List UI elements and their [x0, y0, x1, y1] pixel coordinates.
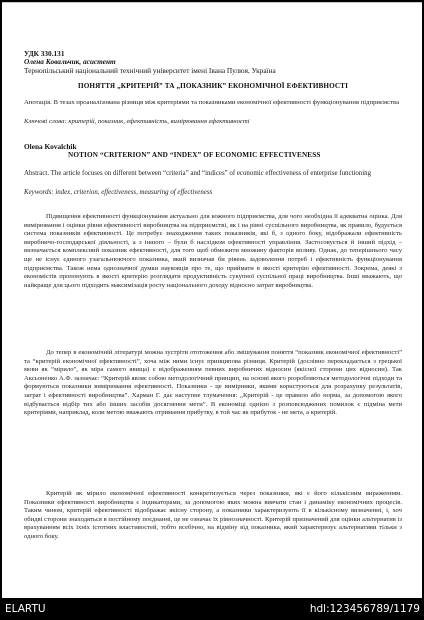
title-en: NOTION “CRITERION” AND “INDEX” OF ECONOMIC EFFECTIVENESS: [68, 151, 321, 159]
viewer-footer-bar: [0, 598, 424, 620]
keywords-en: Keywords: index, criterion, effectiveness, measuring of effectiveness: [24, 189, 213, 196]
body-paragraph-3: Критерій як мірило економічної ефективності конкретизується через показники, які є його кількісним вираженням. Показники ефективності виробництва є індикаторами, за допомогою яких можна вивчати стан і динаміку економічних процесів. Таким чином, критерій ефективності відображає якісну сторону, а показники характеризують її в кількісному визначенні, і, хоч обидві сторони знаходяться в постійному поєднанні, це не означає їх рівнозначності. Критерій призначений для оцінки альтернатив із врахуванням всіх їхніх істотних властивостей, тобто всебічно, на відміну від показника, який характеризує альтернативи тільки з одного боку.: [24, 490, 402, 540]
body-paragraph-1: Підвищення ефективності функціонування актуально для кожного підприємства, для чого необхідна її адекватна оцінка. Для вимірювання і оцінки рівня ефективності виробництва на підприємстві, як і на рівні суспільного виробництва, як правило, будується система показників ефективності. Це потребує знаходження таких показників, які б, з одного боку, відображали ефективність виробничо-господарської діяльності, а з іншого – були б наслідком ефективності управління. Застосовується й інший підхід – визначається комплексний показник ефективності, для того щоб обмежити множину факторів впливу. Однак, до теперішнього часу ще не існує єдиного узагальнюючого показника, який визначав би рівень задоволення потреб і ефективність функціонування підприємства. Також нема однозначної думки науковців про те, що приймати в якості критерію ефективності. Зокрема, деякі з економістів пропонують в якості критерію розглядати продуктивність сукупної суспільної праці виробництва. Інші вважають, що найкраще для цього підходить максимізація росту національного доходу відносно затрат виробництва.: [24, 213, 402, 289]
affiliation: Тернопільський національний технічний університет імені Івана Пулюя, Україна: [24, 66, 276, 75]
keywords-ua: Ключові слова: критерій, показник, ефективність, вимірювання ефективності: [24, 118, 250, 125]
document-page: [2, 2, 422, 598]
author-ua: Олена Ковальчик, асистент: [24, 57, 116, 66]
author-en: Olena Kovalchik: [24, 142, 77, 151]
handle-identifier[interactable]: hdl:123456789/1179: [309, 603, 420, 615]
title-ua: ПОНЯТТЯ „КРИТЕРІЙ” ТА „ПОКАЗНИК” ЕКОНОМІЧНОЇ ЕФЕКТИВНОСТІ: [78, 82, 348, 90]
abstract-ua: Анотація. В тезах проаналізована різниця між критеріями та показниками економічної ефективності функціонування підприємства: [24, 99, 400, 106]
abstract-en: Abstract. The article focuses on different between “criteria” and “indices” of economic effectiveness of enterprise functioning: [24, 170, 372, 177]
repository-name: ELARTU: [5, 603, 46, 615]
udc-code: УДК 330.131: [24, 49, 65, 58]
body-paragraph-2: До тепер в економічній літературі можна зустріти ототоження або змішування поняття “показник економічної ефективності” та “критерій економічної ефективності”, хоча між ними існує принципова різниця. Критерій (дослівно перекладається з грецької мови як “мірило”, як міра самого явища) є відображенням певних виробничих відносин (якісної сторони цих відносин). Так Аксьоненко А.Ф. зазначає: “Критерій являє собою методологічний принцип, на основі якого розробляються методологічні підходи та формуються показники вимірювання ефективності. Показники - це вимірники, якими користуються для розрахунку результатів, затрат і ефективності виробництва”. Харман Г. дає наступне тлумачення: „Критерій - це правило або норма, за допомогою якого відбувається відбір тих або інших засобів досягнення мети”. В економіці однією з розповсюджених помилок є підміна мети критеріями, наприклад, коли метою вважають отримання прибутку, в той час як прибуток - не мета, а критерій.: [24, 349, 402, 417]
